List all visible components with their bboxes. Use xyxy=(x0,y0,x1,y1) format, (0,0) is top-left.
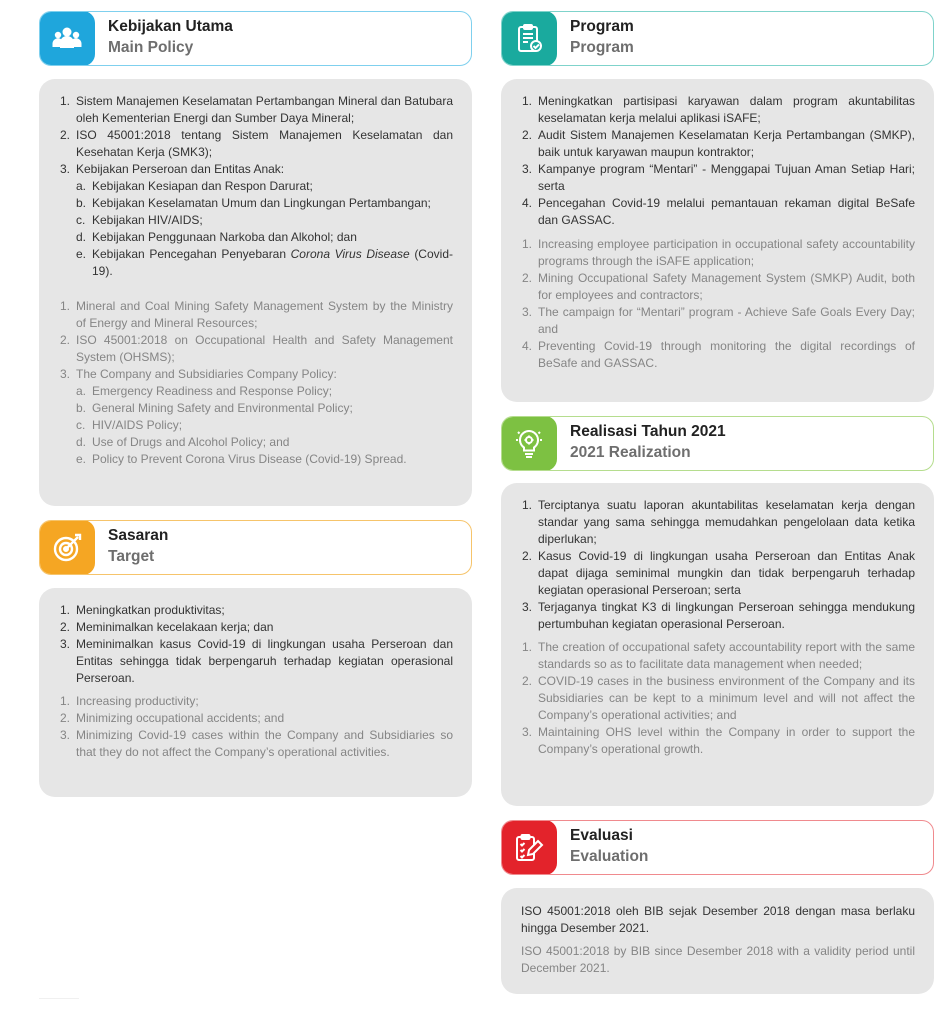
divider xyxy=(39,998,79,999)
list-item: 3. Kebijakan Perseroan dan Entitas Anak: a. Kebijakan Kesiapan dan Respon Darurat; b. Kebijakan Keselamatan Umum dan Lingkungan Pertambangan; c. Kebijakan HIV/AIDS; d. Kebijakan Penggunaan Narkoba dan Alkohol; dan e. Kebijakan Pencegahan Penyebaran Corona Virus Disease (Covid-19). xyxy=(60,162,453,278)
program-icon-box xyxy=(501,11,557,66)
target-icon-box xyxy=(39,520,95,575)
list-item: 1. Meningkatkan partisipasi karyawan dalam program akuntabilitas keselamatan kerja melalui aplikasi iSAFE; xyxy=(522,94,915,125)
program-list-id xyxy=(522,93,915,229)
list-item: 2. ISO 45001:2018 tentang Sistem Manajemen Keselamatan dan Kesehatan Kerja (SMK3); xyxy=(60,128,453,159)
list-item: 2. Meminimalkan kecelakaan kerja; dan xyxy=(60,620,274,634)
list-item: 1. Sistem Manajemen Keselamatan Pertambangan Mineral dan Batubara oleh Kementerian Energi dan Sumber Daya Mineral; xyxy=(60,94,453,125)
list-item: e. Policy to Prevent Corona Virus Disease (Covid-19) Spread. xyxy=(76,452,407,466)
list-item: 1. Mineral and Coal Mining Safety Management System by the Ministry of Energy and Mineral Resources; xyxy=(60,299,453,330)
target-list-id xyxy=(60,602,453,687)
list-item: 1. Meningkatkan produktivitas; xyxy=(60,603,225,617)
list-item: 1. Increasing employee participation in occupational safety accountability programs through the iSAFE application; xyxy=(522,237,915,268)
list-item: c. HIV/AIDS Policy; xyxy=(76,418,183,432)
list-item: d. Kebijakan Penggunaan Narkoba dan Alkohol; dan xyxy=(76,230,357,244)
list-item: a. Kebijakan Kesiapan dan Respon Darurat; xyxy=(76,179,313,193)
list-item: 3. Terjaganya tingkat K3 di lingkungan Perseroan sehingga mendukung pertumbuhan kegiatan operasional Perseroan. xyxy=(522,600,915,631)
realization-list-en xyxy=(522,639,915,758)
list-item: 4. Pencegahan Covid-19 melalui pemantauan rekaman digital BeSafe dan GASSAC. xyxy=(522,196,915,227)
main-policy-sublist-en xyxy=(76,383,453,468)
evaluation-panel xyxy=(501,888,934,994)
target-icon xyxy=(50,531,84,565)
evaluation-text-en: ISO 45001:2018 by BIB since Desember 2018 with a validity period until December 2021. xyxy=(521,944,915,975)
program-title-en: Program xyxy=(570,39,634,56)
list-item: a. Emergency Readiness and Response Policy; xyxy=(76,384,333,398)
main-policy-title: Kebijakan Utama xyxy=(108,18,233,35)
list-item: b. General Mining Safety and Environmental Policy; xyxy=(76,401,353,415)
main-policy-header xyxy=(39,11,472,66)
list-item: 2. Mining Occupational Safety Management System (SMKP) Audit, both for employees and contractors; xyxy=(522,271,915,302)
evaluation-title: Evaluasi xyxy=(570,827,633,844)
program-title: Program xyxy=(570,18,634,35)
people-group-icon xyxy=(50,22,84,56)
list-item: 1. Terciptanya suatu laporan akuntabilitas keselamatan kerja dengan standar yang sama sehingga memudahkan pengelolaan data ketika diperlukan; xyxy=(522,498,915,546)
realization-list-id xyxy=(522,497,915,633)
realization-title: Realisasi Tahun 2021 xyxy=(570,423,726,440)
target-panel xyxy=(39,588,472,797)
list-item: 2. Minimizing occupational accidents; and xyxy=(60,711,285,725)
evaluation-icon-box xyxy=(501,820,557,875)
target-header xyxy=(39,520,472,575)
list-item: d. Use of Drugs and Alcohol Policy; and xyxy=(76,435,290,449)
list-item: e. Kebijakan Pencegahan Penyebaran Corona Virus Disease (Covid-19). xyxy=(76,247,453,278)
list-item: c. Kebijakan HIV/AIDS; xyxy=(76,213,203,227)
list-item: 4. Preventing Covid-19 through monitoring the digital recordings of BeSafe and GASSAC. xyxy=(522,339,915,370)
list-item: 2. Kasus Covid-19 di lingkungan usaha Perseroan dan Entitas Anak dapat dijaga seminimal mungkin dan tidak berpengaruh terhadap kegiatan operasional Perseroan; serta xyxy=(522,549,915,597)
lightbulb-gear-icon xyxy=(512,427,546,461)
main-policy-list-en xyxy=(60,298,453,468)
main-policy-icon-box xyxy=(39,11,95,66)
main-policy-list-id xyxy=(60,93,453,280)
realization-header xyxy=(501,416,934,471)
evaluation-text-id: ISO 45001:2018 oleh BIB sejak Desember 2018 dengan masa berlaku hingga Desember 2021. xyxy=(521,904,915,935)
realization-panel xyxy=(501,483,934,806)
program-panel xyxy=(501,79,934,402)
program-list-en xyxy=(522,236,915,372)
target-list-en xyxy=(60,693,453,761)
evaluation-header xyxy=(501,820,934,875)
list-item: 2. ISO 45001:2018 on Occupational Health and Safety Management System (OHSMS); xyxy=(60,333,453,364)
evaluation-title-en: Evaluation xyxy=(570,848,649,865)
list-item: 3. Minimizing Covid-19 cases within the Company and Subsidiaries so that they do not affect the Company’s operational activities. xyxy=(60,728,453,759)
clipboard-pen-icon xyxy=(512,831,546,865)
list-item: 3. The Company and Subsidiaries Company Policy: a. Emergency Readiness and Response Policy; b. General Mining Safety and Environmental Policy; c. HIV/AIDS Policy; d. Use of Drugs and Alcohol Policy; and e. Policy to Prevent Corona Virus Disease (Covid-19) Spread. xyxy=(76,366,453,468)
list-item: 3. The campaign for “Mentari” program - Achieve Safe Goals Every Day; and xyxy=(522,305,915,336)
main-policy-sublist-id xyxy=(76,178,453,280)
realization-icon-box xyxy=(501,416,557,471)
target-title: Sasaran xyxy=(108,527,169,544)
list-item: 1. The creation of occupational safety accountability report with the same standards so as to facilitate data management when needed; xyxy=(522,640,915,671)
list-item: 1. Increasing productivity; xyxy=(60,694,199,708)
clipboard-check-icon xyxy=(512,22,546,56)
main-policy-panel xyxy=(39,79,472,506)
list-item: 2. Audit Sistem Manajemen Keselamatan Kerja Pertambangan (SMKP), baik untuk karyawan maupun kontraktor; xyxy=(522,128,915,159)
program-header xyxy=(501,11,934,66)
list-item: 3. Maintaining OHS level within the Company in order to support the Company’s operational growth. xyxy=(522,725,915,756)
list-item: 3. Kampanye program “Mentari” - Menggapai Tujuan Aman Setiap Hari; serta xyxy=(522,162,915,193)
list-item: 3. Meminimalkan kasus Covid-19 di lingkungan usaha Perseroan dan Entitas sehingga tidak berpengaruh terhadap kegiatan operasional Perseroan. xyxy=(60,637,453,685)
target-title-en: Target xyxy=(108,548,155,565)
list-item: b. Kebijakan Keselamatan Umum dan Lingkungan Pertambangan; xyxy=(76,196,431,210)
list-item: 2. COVID-19 cases in the business environment of the Company and its Subsidiaries can be kept to a minimum level and will not affect the Company’s operational activities; and xyxy=(522,674,915,722)
realization-title-en: 2021 Realization xyxy=(570,444,691,461)
main-policy-title-en: Main Policy xyxy=(108,39,194,56)
